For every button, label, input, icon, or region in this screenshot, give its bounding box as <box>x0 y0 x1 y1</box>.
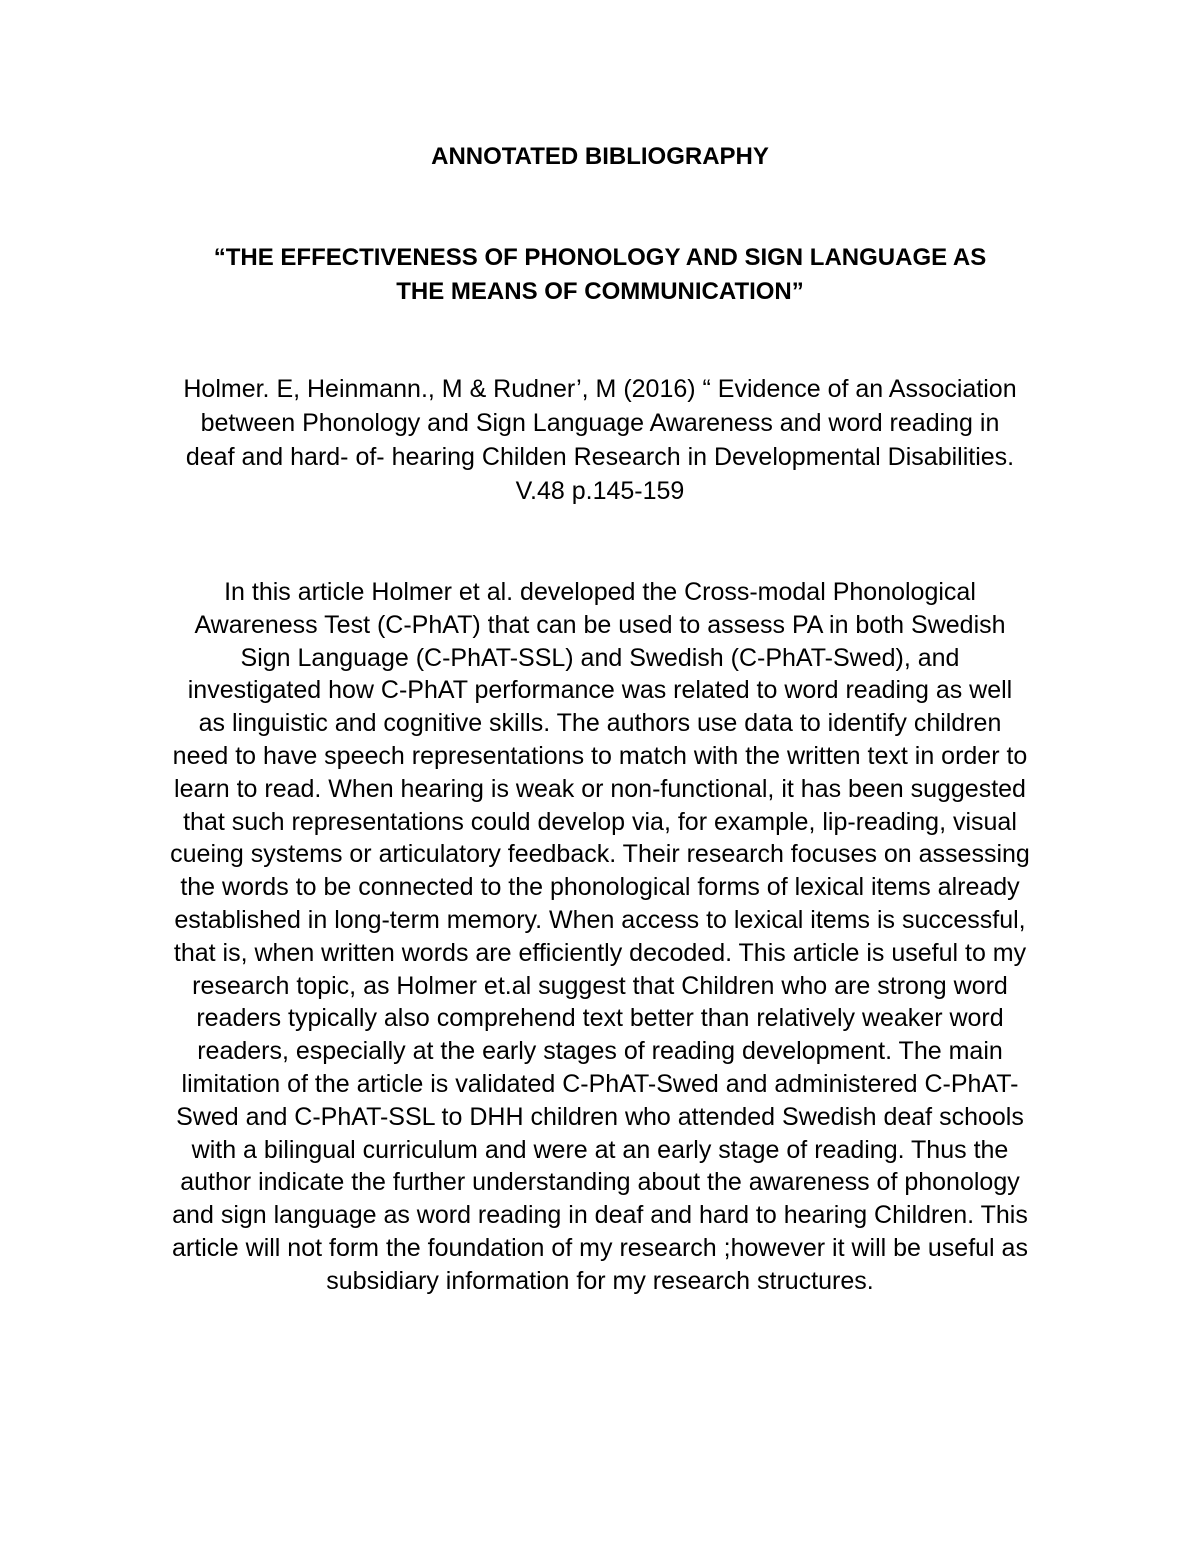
annotation-line: readers, especially at the early stages of reading development. The main <box>197 1037 1003 1066</box>
citation-line: V.48 p.145-159 <box>515 477 685 505</box>
annotation-line: author indicate the further understanding about the awareness of phonology <box>180 1168 1020 1197</box>
annotation-line: limitation of the article is validated C-PhAT-Swed and administered C-PhAT- <box>181 1069 1019 1098</box>
annotation-line: the words to be connected to the phonological forms of lexical items already <box>180 873 1020 902</box>
annotation-line: that is, when written words are efficiently decoded. This article is useful to my <box>173 938 1027 967</box>
topic-title <box>0 241 1200 309</box>
annotation-line: article will not form the foundation of my research ;however it will be useful as <box>172 1233 1028 1262</box>
annotation-line: and sign language as word reading in deaf and hard to hearing Children. This <box>172 1201 1028 1230</box>
annotation-paragraph <box>0 576 1200 1298</box>
annotation-line: established in long-term memory. When access to lexical items is successful, <box>174 905 1026 934</box>
annotation-line: cueing systems or articulatory feedback. Their research focuses on assessing <box>170 840 1030 869</box>
annotation-line: with a bilingual curriculum and were at an early stage of reading. Thus the <box>191 1135 1009 1164</box>
citation-line: deaf and hard- of- hearing Childen Research in Developmental Disabilities. <box>185 443 1015 471</box>
annotation-line: investigated how C-PhAT performance was related to word reading as well <box>187 676 1013 705</box>
annotation-line: as linguistic and cognitive skills. The authors use data to identify children <box>198 709 1002 738</box>
topic-title-line: THE MEANS OF COMMUNICATION” <box>396 278 804 305</box>
annotation-line: subsidiary information for my research structures. <box>326 1266 874 1295</box>
annotation-line: In this article Holmer et al. developed the Cross-modal Phonological <box>224 578 976 606</box>
annotation-line: learn to read. When hearing is weak or non-functional, it has been suggested <box>174 774 1026 803</box>
citation-line: Holmer. E, Heinmann., M & Rudner’, M (2016) “ Evidence of an Association <box>183 375 1017 403</box>
annotation-line: Awareness Test (C-PhAT) that can be used to assess PA in both Swedish <box>194 610 1006 639</box>
citation-line: between Phonology and Sign Language Awareness and word reading in <box>200 409 1000 437</box>
annotation-line: Swed and C-PhAT-SSL to DHH children who attended Swedish deaf schools <box>176 1102 1024 1131</box>
citation <box>0 372 1200 508</box>
annotation-line: that such representations could develop via, for example, lip-reading, visual <box>183 807 1017 836</box>
document-heading: ANNOTATED BIBLIOGRAPHY <box>431 143 769 170</box>
annotation-line: need to have speech representations to match with the written text in order to <box>172 741 1028 770</box>
annotation-line: Sign Language (C-PhAT-SSL) and Swedish (C-PhAT-Swed), and <box>240 643 960 672</box>
annotation-line: research topic, as Holmer et.al suggest that Children who are strong word <box>192 971 1008 1000</box>
annotation-line: readers typically also comprehend text better than relatively weaker word <box>196 1004 1004 1033</box>
topic-title-line: “THE EFFECTIVENESS OF PHONOLOGY AND SIGN LANGUAGE AS <box>213 244 987 271</box>
